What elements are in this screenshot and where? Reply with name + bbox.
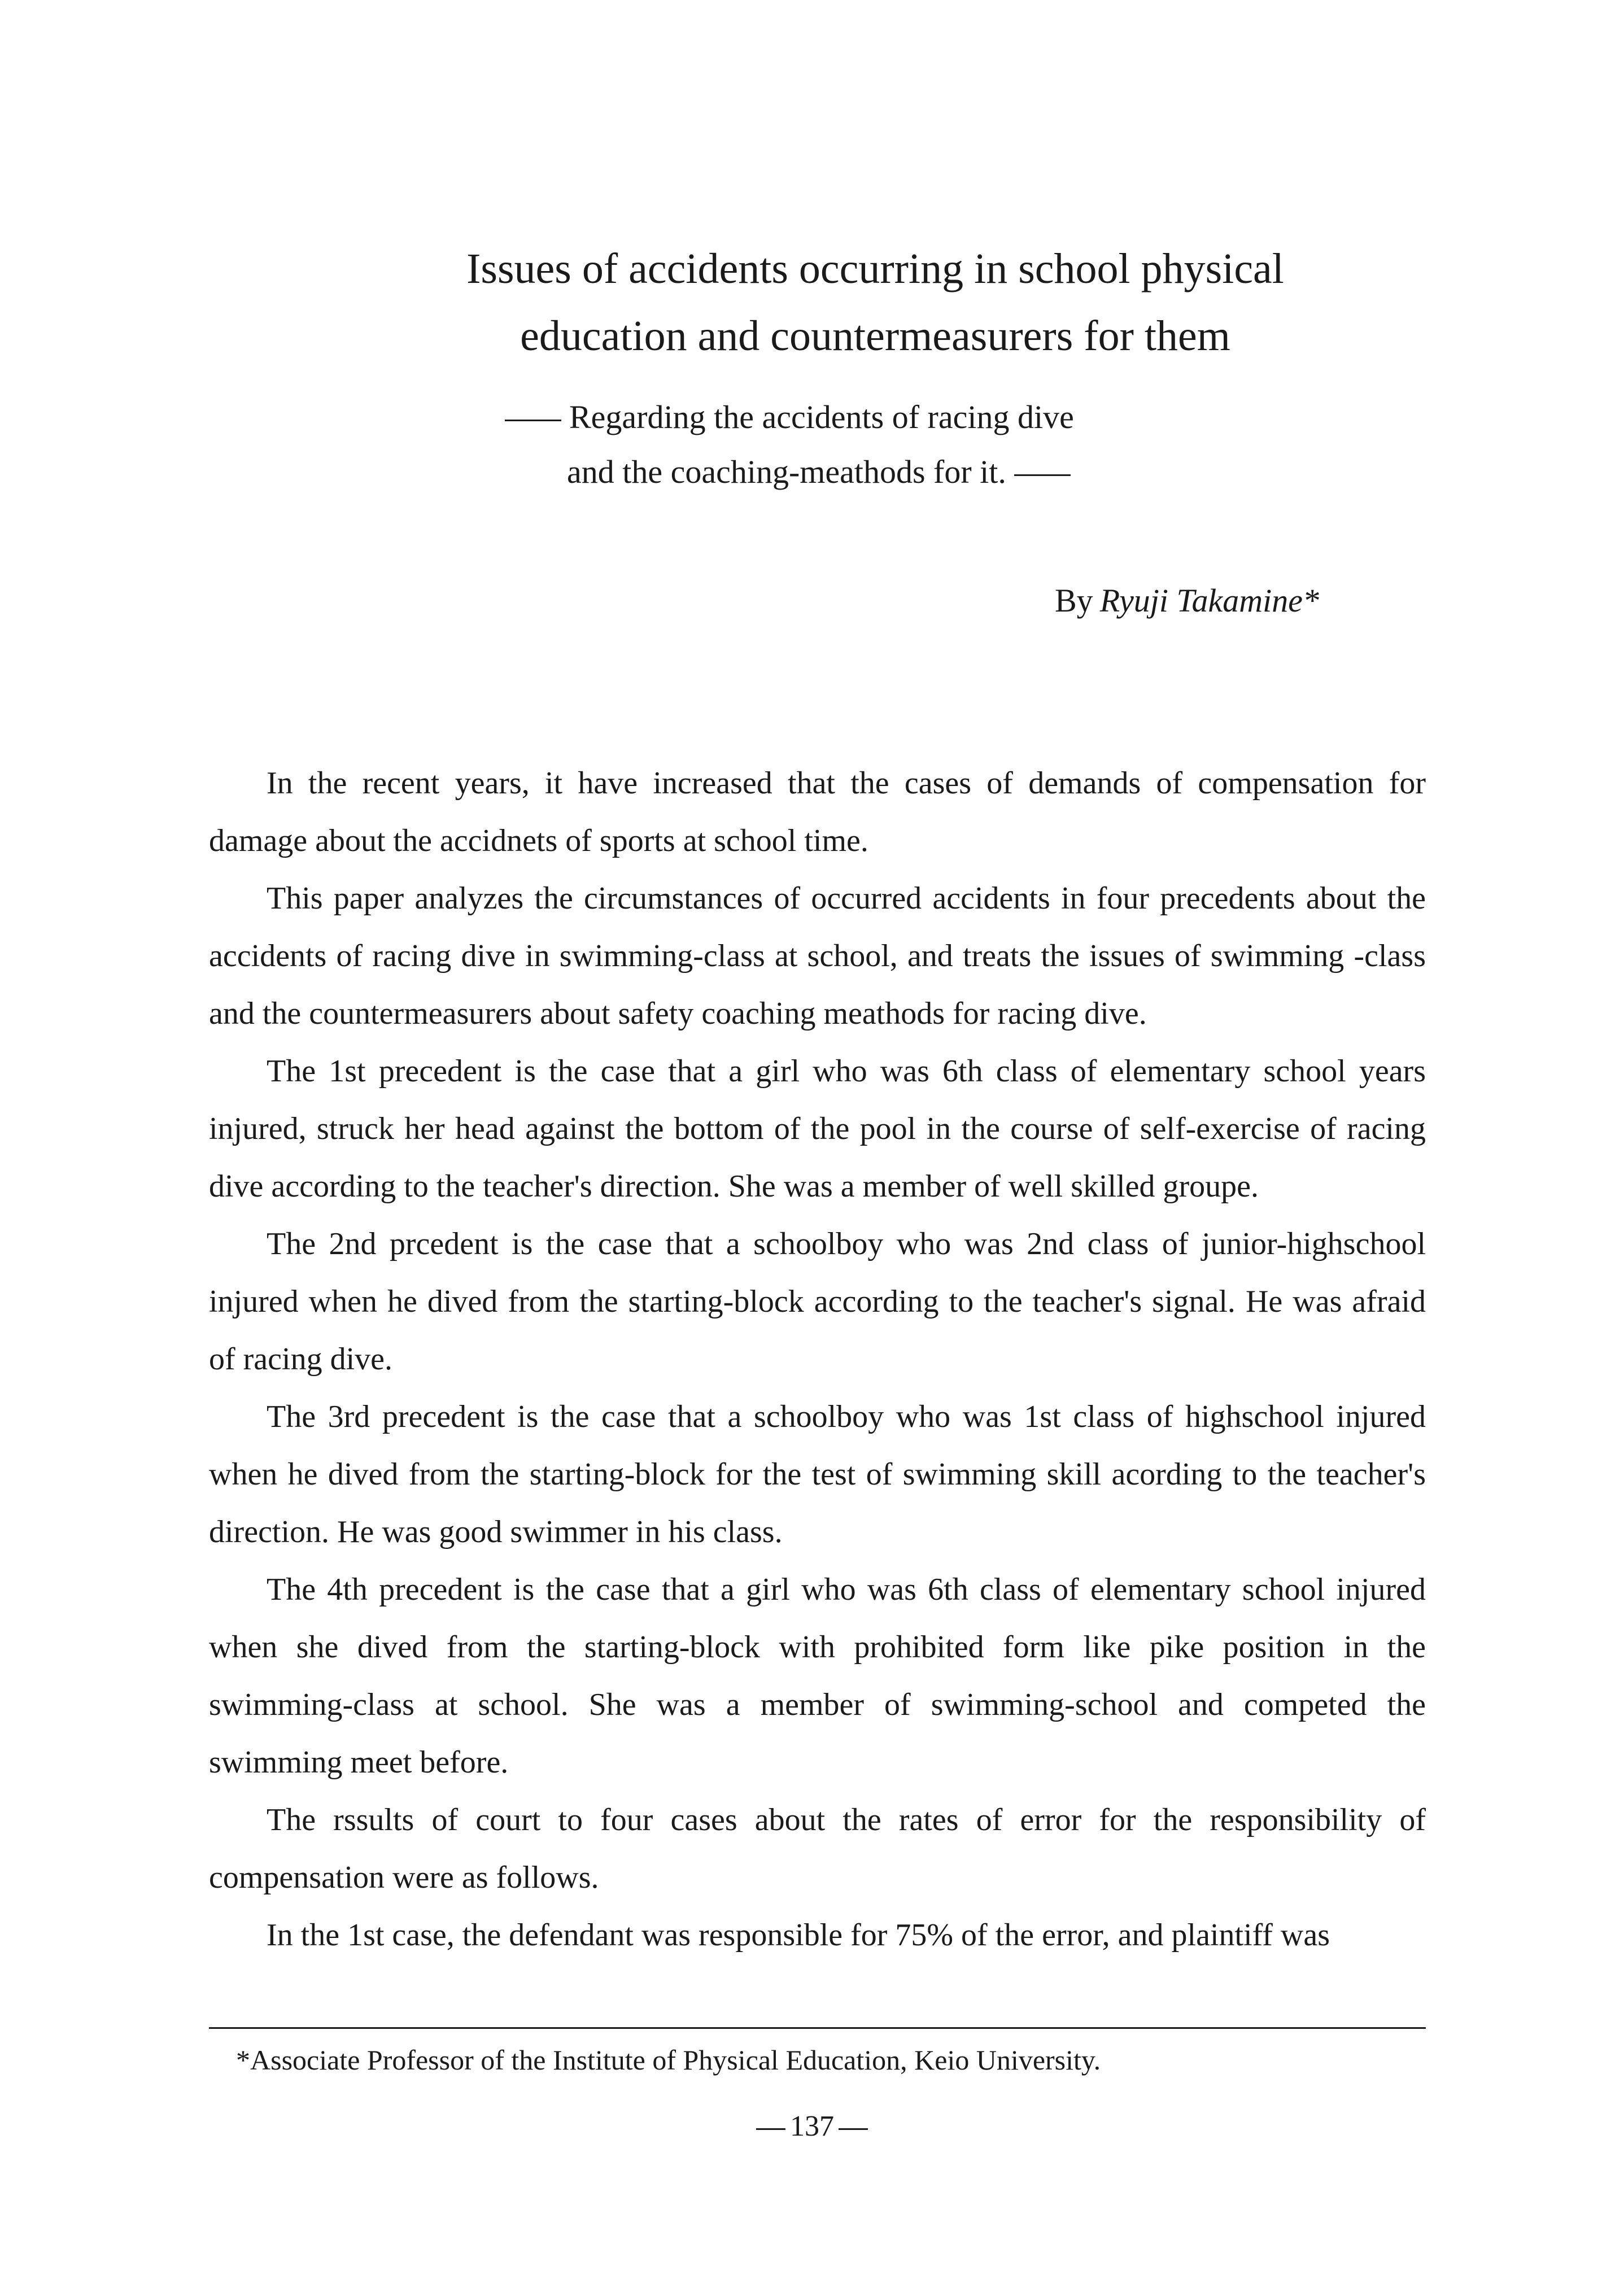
- author-prefix: By: [1055, 582, 1093, 619]
- abstract-body: [209, 754, 1426, 1964]
- subtitle-line-2: [567, 453, 1079, 490]
- footnote-divider: [209, 2027, 1426, 2029]
- paragraph: The 1st precedent is the case that a girl who was 6th class of elementary school years injured, struck her head against the bottom of the pool in the course of self-exercise of racing dive according to the teacher's direction. She was a member of well skilled groupe.: [209, 1054, 1426, 1204]
- paragraph: The 3rd precedent is the case that a schoolboy who was 1st class of highschool injured when he dived from the starting-block for the test of swimming skill acording to the teacher's direction. He was good swimmer in his class.: [209, 1399, 1426, 1549]
- subtitle-line-1: [497, 401, 1074, 434]
- page-number-value: 137: [790, 2110, 834, 2142]
- paragraph: The 4th precedent is the case that a girl who was 6th class of elementary school injured when she dived from the starting-block with prohibited form like pike position in the swimming-class at school. She was a member of swimming-school and competed the swimming meet before.: [209, 1572, 1426, 1780]
- paragraph: In the 1st case, the defendant was responsible for 75% of the error, and plaintiff was: [267, 1918, 1330, 1953]
- page-number: [0, 2112, 1624, 2141]
- paragraph: The 2nd prcedent is the case that a schoolboy who was 2nd class of junior-highschool injured when he dived from the starting-block according to the teacher's signal. He was afraid of racing dive.: [209, 1226, 1426, 1377]
- author-line: [1055, 584, 1319, 617]
- title-line-1: Issues of accidents occurring in school physical: [466, 245, 1284, 292]
- subtitle-text-1: Regarding the accidents of racing dive: [569, 399, 1074, 435]
- em-dash-right: [1014, 474, 1071, 476]
- paragraph: The rssults of court to four cases about the rates of error for the responsibility of compensation were as follows.: [209, 1802, 1426, 1895]
- em-dash-left: [505, 420, 561, 421]
- title-line-2: education and countermeasurers for them: [520, 312, 1230, 360]
- page-dash-left: [756, 2128, 785, 2130]
- paragraph: In the recent years, it have increased that the cases of demands of compensation for damage about the accidnets of sports at school time.: [209, 766, 1426, 858]
- subtitle-text-2: and the coaching-meathods for it.: [567, 453, 1006, 490]
- paragraph: This paper analyzes the circumstances of occurred accidents in four precedents about the accidents of racing dive in swimming-class at school, and treats the issues of swimming -class and the countermeasurers about safety coaching meathods for racing dive.: [209, 881, 1426, 1031]
- page-dash-right: [839, 2128, 868, 2130]
- author-name: Ryuji Takamine*: [1099, 582, 1319, 619]
- footnote: *Associate Professor of the Institute of Physical Education, Keio University.: [236, 2044, 1101, 2076]
